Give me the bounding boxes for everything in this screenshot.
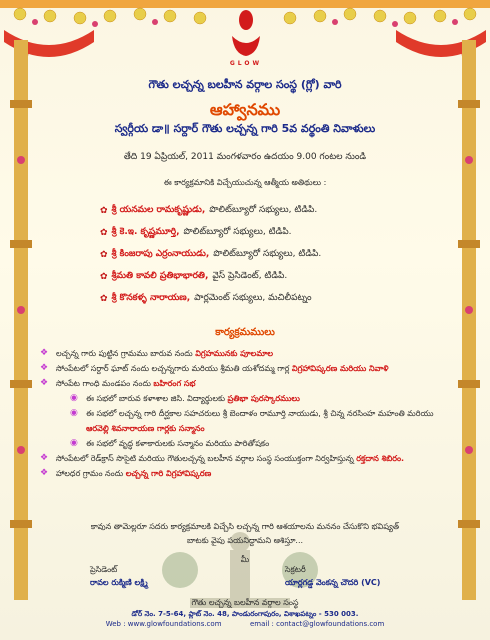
glow-logo-icon [228, 6, 264, 62]
item-text: ఈ సభలో బారువ కళాశాల జిసి. విద్యార్థులకు [86, 394, 228, 403]
guest-item [100, 288, 460, 310]
footer-contact [70, 620, 420, 628]
secretary-role: సెక్రటరీ [285, 565, 306, 574]
diamond-bullet-icon: ❖ [40, 453, 49, 463]
diamond-bullet-icon: ❖ [40, 363, 49, 373]
logo-brand-text: GLOW [229, 60, 263, 67]
item-highlight: బహిరంగ సభ [153, 379, 196, 388]
programme-item [36, 451, 454, 466]
guest-name: శ్రీ కింజరాపు ఎర్రంనాయుడు, [111, 249, 210, 259]
bullet-icon: ✿ [100, 228, 108, 238]
programme-item [36, 376, 454, 391]
circle-bullet-icon: ◉ [70, 393, 78, 403]
email-link[interactable]: email : contact@glowfoundations.com [249, 620, 385, 628]
occasion-line: స్వర్గీయ డా॥ సర్దార్ గౌతు లచ్చన్న గారి 5వ వర్థంతి నివాళులు [114, 122, 376, 135]
guest-title: పొలిట్‌బ్యూరో సభ్యులు, టిడిపి. [209, 205, 318, 215]
guest-title: పొలిట్‌బ్యూరో సభ్యులు, టిడిపి. [213, 249, 322, 259]
programme-item [36, 361, 454, 376]
signatory-president [90, 565, 148, 589]
programme-subitem [36, 406, 454, 436]
programme-title: కార్యక్రమములు [215, 327, 275, 338]
president-name: రావల రుక్మిణి లక్ష్మి [90, 578, 148, 587]
programme-subitem [36, 436, 454, 451]
date-line: తేది 19 ఏప్రియల్, 2011 మంగళవారం ఉదయం 9.00 గంటల నుండి [123, 152, 367, 162]
item-highlight: రక్తదాన శిబిరం. [356, 454, 405, 463]
diamond-bullet-icon: ❖ [40, 348, 49, 358]
signatory-secretary [285, 565, 380, 589]
item-text: సోంపేటలో సర్దార్ ఘాట్ నందు లచ్చన్నగారు మరియు శ్రీమతి యశోదమ్మ గార్ల [56, 364, 292, 373]
website-link[interactable]: Web : www.glowfoundations.com [105, 620, 222, 628]
guest-name: శ్రీ యనమల రామకృష్ణుడు, [111, 205, 206, 215]
guest-name: శ్రీ కె.ఇ. కృష్ణమూర్తి, [111, 227, 180, 237]
footer [70, 610, 420, 628]
closing-line-1: కావున తామెల్లరూ సదరు కార్యక్రమాలకి విచ్చేసి లచ్చన్న గారి ఆశయాలను మననం చేసుకొని భవిష్యత్ [90, 522, 400, 531]
item-text: ఈ సభలో వృద్ధ కళాకారులకు సన్మానం మరియు పారితోషకం [86, 439, 270, 448]
signatory-organization: గౌతు లచ్చన్న బలహీన వర్గాల సంస్థ [191, 598, 299, 607]
item-text: సోంపేట గాంధి మండపం నందు [56, 379, 154, 388]
bullet-icon: ✿ [100, 294, 108, 304]
invitation-title: ఆహ్వానము [209, 100, 281, 119]
guest-name: శ్రీమతి కావలి ప్రతిభాభారతి, [111, 271, 209, 281]
guest-title: వైస్ ప్రెసిడెంట్, టిడిపి. [212, 271, 288, 281]
footer-address: డోర్ నెం. 7-5-64, ప్లాట్ నెం. 48, పాండురంగాపురం, విశాఖపట్నం - 530 003. [131, 610, 359, 618]
diamond-bullet-icon: ❖ [40, 468, 49, 478]
programme-item [36, 346, 454, 361]
item-highlight: ప్రతిభా పురస్కారములు [227, 394, 300, 403]
item-highlight: విగ్రహమునకు పూలమాల [195, 349, 274, 358]
guest-item [100, 244, 460, 266]
guest-title: పార్లమెంట్ సభ్యులు, మచిలీపట్నం [194, 293, 312, 303]
programme-item [36, 466, 454, 481]
circle-bullet-icon: ◉ [70, 438, 78, 448]
secretary-name: యార్లగడ్డ వెంకన్న చౌదరి (VC) [285, 578, 381, 587]
programme-list [36, 346, 454, 481]
closing-line-2: బాటకు వైపు పయనిద్దామని ఆశిస్తూ... [186, 536, 304, 545]
organizer-line: గౌతు లచ్చన్న బలహీన వర్గాల సంస్థ (గ్లో) వారి [148, 78, 342, 91]
guest-item [100, 222, 460, 244]
president-role: ప్రెసిడెంట్ [90, 565, 118, 574]
guest-list [100, 200, 460, 310]
bullet-icon: ✿ [100, 250, 108, 260]
programme-subitem [36, 391, 454, 406]
diamond-bullet-icon: ❖ [40, 378, 49, 388]
item-highlight: విగ్రహావిష్కరణ మరియు నివాళి [291, 364, 389, 373]
guests-heading: ఈ కార్యక్రమానికి విచ్చేయుచున్న ఆత్మీయ అతిథులు : [163, 178, 327, 187]
bullet-icon: ✿ [100, 206, 108, 216]
closing-note [0, 520, 490, 548]
bullet-icon: ✿ [100, 272, 108, 282]
item-text: సోంపేటలో రెడ్‌క్రాస్ సొసైటి మరియు గౌతులచ్చన్న బలహీన వర్గాల సంస్థ సంయుక్తంగా నిర్వహిస్తున్న [56, 454, 357, 463]
circle-bullet-icon: ◉ [70, 408, 78, 418]
guest-item [100, 200, 460, 222]
item-highlight: లచ్చన్న గారి విగ్రహావిష్కరణ [125, 469, 212, 478]
guest-title: పొలిట్‌బ్యూరో సభ్యులు, టిడిపి. [183, 227, 292, 237]
item-highlight: ఆరవెల్లి శివనారాయణ గార్లకు సన్మానం [86, 424, 205, 433]
item-text: లచ్చన్న గారు పుట్టిన గ్రామము బారువ నందు [56, 349, 196, 358]
greeting-word: మీ [240, 555, 250, 564]
guest-item [100, 266, 460, 288]
guest-name: శ్రీ కొనకళ్ళ నారాయణ, [111, 293, 191, 303]
item-text: ఈ సభలో లచ్చన్న గారి దీర్ఘకాల సహచరులు శ్రీ బెందాళం రామూర్తి నాయుడు, శ్రీ చిన్న నరసింహ మహంతి మరియు [86, 409, 434, 418]
item-text: హాలధర గ్రామం నందు [56, 469, 126, 478]
